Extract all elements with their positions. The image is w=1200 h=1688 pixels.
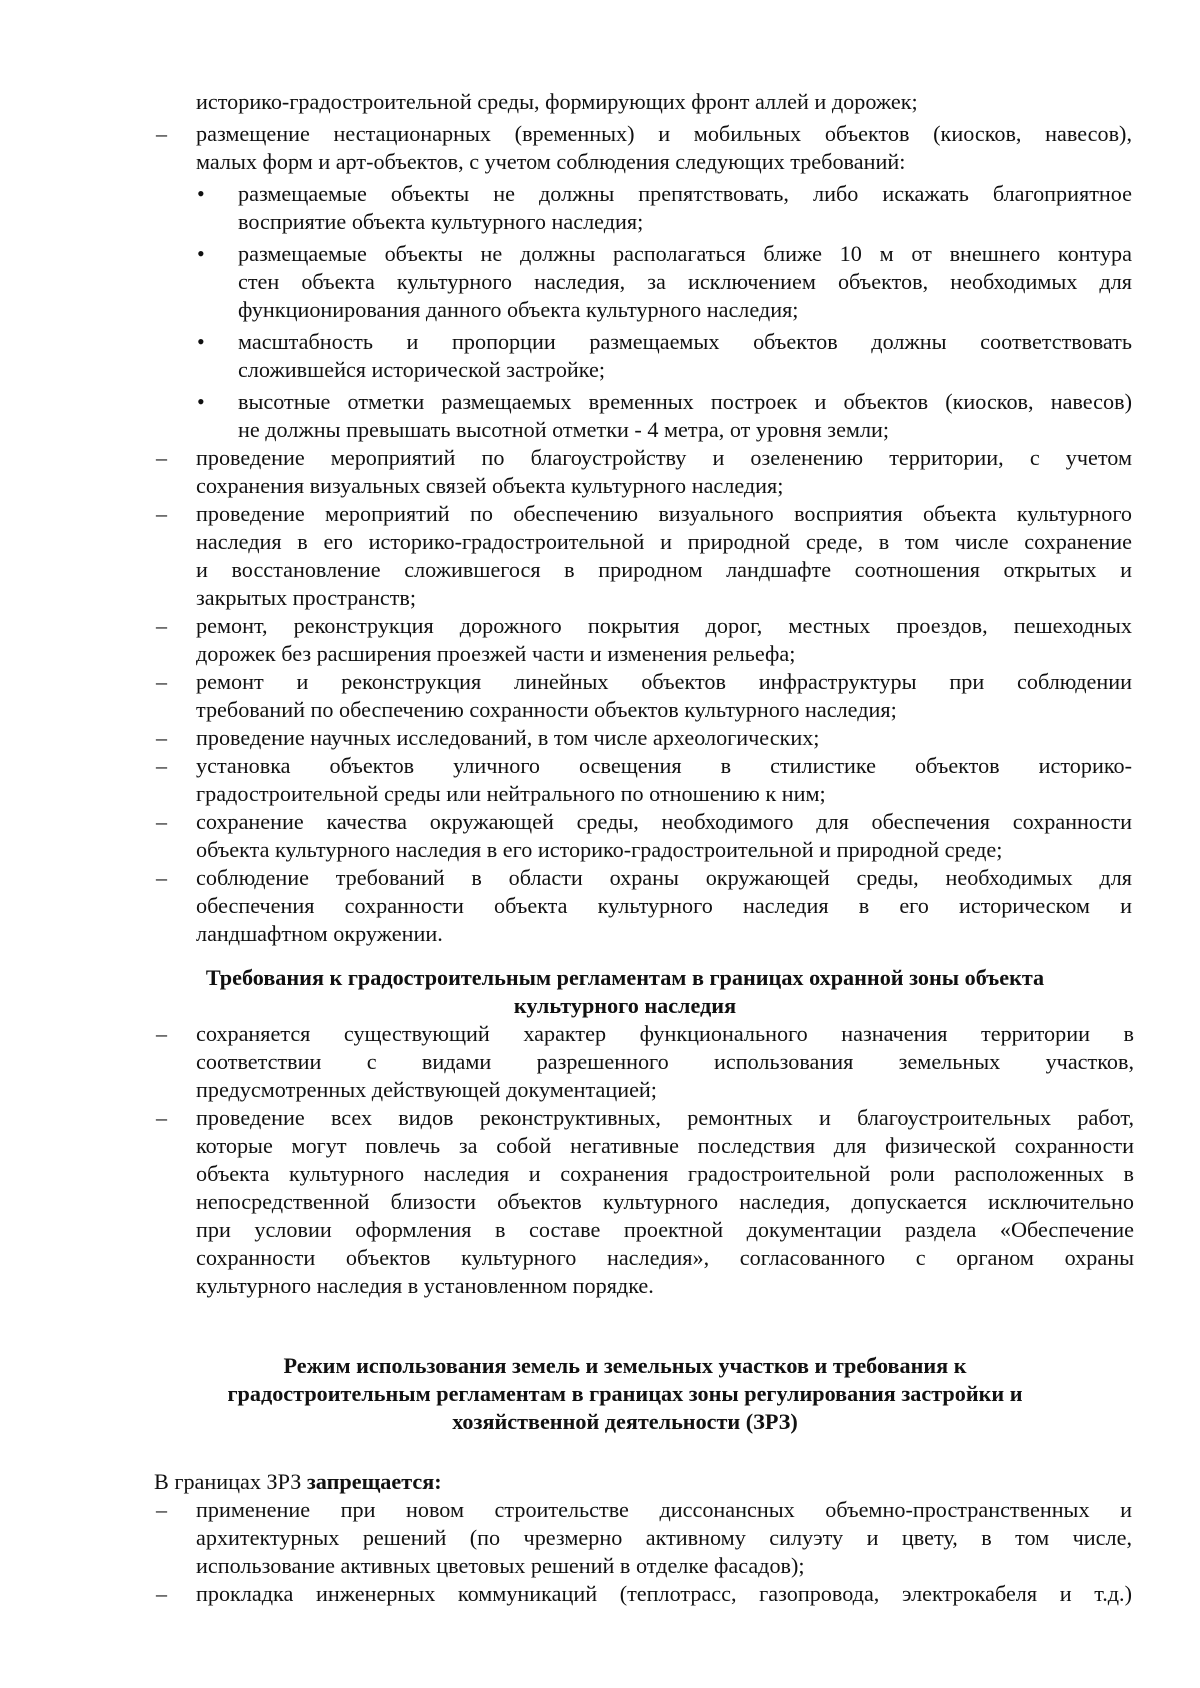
intro-text: В границах ЗРЗ bbox=[154, 1469, 302, 1494]
text-line: размещаемые объекты не должны располагаться ближе 10 м от внешнего контура bbox=[238, 241, 1132, 266]
text-line: соблюдение требований в области охраны окружающей среды, необходимых для bbox=[196, 865, 1132, 890]
text-line: проведение научных исследований, в том числе археологических; bbox=[196, 725, 820, 750]
text-line: ландшафтном окружении. bbox=[196, 921, 443, 946]
text-line: сохраняется существующий характер функционального назначения территории в bbox=[196, 1021, 1134, 1046]
text-line: проведение всех видов реконструктивных, ремонтных и благоустроительных работ, bbox=[196, 1105, 1134, 1130]
text-line: высотные отметки размещаемых временных построек и объектов (киосков, навесов) bbox=[238, 389, 1132, 414]
dash-marker: – bbox=[156, 1105, 167, 1130]
dash-marker: – bbox=[156, 753, 167, 778]
text-line: требований по обеспечению сохранности объектов культурного наследия; bbox=[196, 697, 897, 722]
text-line: ремонт и реконструкция линейных объектов инфраструктуры при соблюдении bbox=[196, 669, 1132, 694]
text-line: историко-градостроительной среды, формирующих фронт аллей и дорожек; bbox=[196, 89, 918, 114]
bullet-marker: • bbox=[197, 241, 205, 266]
text-line: прокладка инженерных коммуникаций (теплотрасс, газопровода, электрокабеля и т.д.) bbox=[196, 1581, 1132, 1606]
section-heading: хозяйственной деятельности (ЗРЗ) bbox=[452, 1409, 798, 1434]
text-line: архитектурных решений (по чрезмерно активному силуэту и цвету, в том числе, bbox=[196, 1525, 1132, 1550]
intro-emphasis: запрещается: bbox=[306, 1469, 442, 1494]
text-line: объекта культурного наследия и сохранения градостроительной роли расположенных в bbox=[196, 1161, 1134, 1186]
text-line: которые могут повлечь за собой негативные последствия для физической сохранности bbox=[196, 1133, 1134, 1158]
section-heading: культурного наследия bbox=[513, 993, 737, 1018]
text-line: при условии оформления в составе проектной документации раздела «Обеспечение bbox=[196, 1217, 1134, 1242]
text-line: применение при новом строительстве диссонансных объемно-пространственных и bbox=[196, 1497, 1132, 1522]
text-line: объекта культурного наследия в его историко-градостроительной и природной среде; bbox=[196, 837, 1003, 862]
text-line: сохранности объектов культурного наследия», согласованного с органом охраны bbox=[196, 1245, 1134, 1270]
text-line: стен объекта культурного наследия, за исключением объектов, необходимых для bbox=[238, 269, 1132, 294]
dash-marker: – bbox=[156, 669, 167, 694]
section-intro bbox=[154, 1468, 442, 1496]
section-heading: Режим использования земель и земельных участков и требования к bbox=[283, 1353, 967, 1378]
dash-marker: – bbox=[156, 1581, 167, 1606]
dash-marker: – bbox=[156, 1497, 167, 1522]
dash-marker: – bbox=[156, 121, 167, 146]
dash-marker: – bbox=[156, 1021, 167, 1046]
text-line: восприятие объекта культурного наследия; bbox=[238, 209, 644, 234]
text-line: градостроительной среды или нейтрального по отношению к ним; bbox=[196, 781, 826, 806]
text-line: сложившейся исторической застройке; bbox=[238, 357, 606, 382]
text-line: обеспечения сохранности объекта культурного наследия в его историческом и bbox=[196, 893, 1132, 918]
text-line: функционирования данного объекта культурного наследия; bbox=[238, 297, 799, 322]
text-line: использование активных цветовых решений в отделке фасадов); bbox=[196, 1553, 805, 1578]
text-line: размещение нестационарных (временных) и мобильных объектов (киосков, навесов), bbox=[196, 121, 1132, 146]
dash-marker: – bbox=[156, 445, 167, 470]
bullet-marker: • bbox=[197, 329, 205, 354]
dash-marker: – bbox=[156, 613, 167, 638]
text-line: дорожек без расширения проезжей части и изменения рельефа; bbox=[196, 641, 796, 666]
text-line: предусмотренных действующей документацией; bbox=[196, 1077, 657, 1102]
text-line: соответствии с видами разрешенного использования земельных участков, bbox=[196, 1049, 1134, 1074]
section-heading: градостроительным регламентам в границах зоны регулирования застройки и bbox=[227, 1381, 1023, 1406]
text-line: закрытых пространств; bbox=[196, 585, 417, 610]
text-line: сохранения визуальных связей объекта культурного наследия; bbox=[196, 473, 784, 498]
dash-marker: – bbox=[156, 865, 167, 890]
text-line: малых форм и арт-объектов, с учетом соблюдения следующих требований: bbox=[196, 149, 906, 174]
text-line: не должны превышать высотной отметки - 4 метра, от уровня земли; bbox=[238, 417, 890, 442]
section-heading: Требования к градостроительным регламентам в границах охранной зоны объекта bbox=[205, 965, 1045, 990]
text-line: и восстановление сложившегося в природном ландшафте соотношения открытых и bbox=[196, 557, 1132, 582]
text-line: масштабность и пропорции размещаемых объектов должны соответствовать bbox=[238, 329, 1132, 354]
bullet-marker: • bbox=[197, 389, 205, 414]
text-line: размещаемые объекты не должны препятствовать, либо искажать благоприятное bbox=[238, 181, 1132, 206]
text-line: непосредственной близости объектов культурного наследия, допускается исключительно bbox=[196, 1189, 1134, 1214]
dash-marker: – bbox=[156, 809, 167, 834]
text-line: ремонт, реконструкция дорожного покрытия дорог, местных проездов, пешеходных bbox=[196, 613, 1132, 638]
text-line: культурного наследия в установленном порядке. bbox=[196, 1273, 654, 1298]
text-line: наследия в его историко-градостроительной и природной среде, в том числе сохранение bbox=[196, 529, 1132, 554]
dash-marker: – bbox=[156, 725, 167, 750]
text-line: проведение мероприятий по обеспечению визуального восприятия объекта культурного bbox=[196, 501, 1132, 526]
dash-marker: – bbox=[156, 501, 167, 526]
bullet-marker: • bbox=[197, 181, 205, 206]
text-line: проведение мероприятий по благоустройству и озеленению территории, с учетом bbox=[196, 445, 1132, 470]
text-line: установка объектов уличного освещения в стилистике объектов историко- bbox=[196, 753, 1132, 778]
text-line: сохранение качества окружающей среды, необходимого для обеспечения сохранности bbox=[196, 809, 1132, 834]
